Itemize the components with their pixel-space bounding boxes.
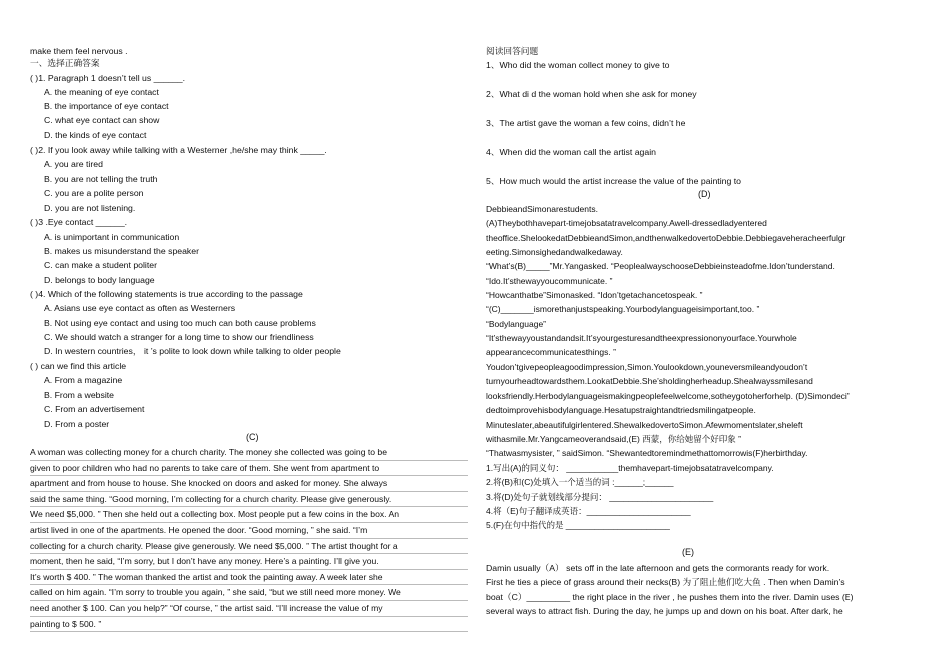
- option: A. From a magazine: [44, 375, 123, 385]
- story-line: dedtoimprovehisbodylanguage.Hesatupstraightandtriedsmilingatpeople.: [486, 405, 756, 415]
- option: A. Asians use eye contact as often as Westerners: [44, 303, 236, 313]
- option: C. can make a student politer: [44, 260, 157, 270]
- story-line: (A)Theybothhavepart-timejobsatatravelcompany.Awell-dressedladyentered: [486, 218, 767, 228]
- story-line: looksfriendly.Herbodylanguageismakingpeoplefeelwelcome,sotheygotoherforhelp. (D)Simondeci”: [486, 391, 850, 401]
- story-line: moment, then he said, “I’m sorry, but I don’t have any money. Here’s a painting. I’ll give you.: [30, 554, 468, 570]
- question-stem: ( )4. Which of the following statements is true according to the passage: [30, 289, 303, 299]
- reading-question: 3、The artist gave the woman a few coins, didn’t he: [486, 118, 686, 128]
- story-line: said the same thing. “Good morning, I’m collecting for a church charity. Please give generously.: [30, 492, 468, 508]
- exercise-line: 1.写出(A)的同义句： ___________themhavepart-timejobsatatravelcompany.: [486, 463, 774, 473]
- story-line: “Bodylanguage”: [486, 319, 547, 329]
- story-line: A woman was collecting money for a church charity. The money she collected was going to be: [30, 445, 468, 461]
- story-line: Minuteslater,abeautifulgirlentered.ShewalkedovertoSimon.Afewmomentslater,sheleft: [486, 420, 803, 430]
- story-line: called on him again. “I’m sorry to trouble you again, ” she said, “but we still need more money. We: [30, 585, 468, 601]
- section-e-label: (E): [682, 547, 694, 557]
- option: B. From a website: [44, 390, 115, 400]
- option: D. From a poster: [44, 419, 110, 429]
- story-line: painting to $ 500. ”: [30, 617, 468, 633]
- reading-question: 1、Who did the woman collect money to give to: [486, 60, 670, 70]
- exercise-line: 4.将（E)句子翻译成英语：______________________: [486, 506, 691, 516]
- story-line: theoffice.ShelookedatDebbieandSimon,andthenwalkedovertoDebbie.Debbiegaveheracheerfulgr: [486, 233, 846, 243]
- story-line: “Ido.It’sthewayyoucommunicate. ”: [486, 276, 613, 286]
- story-line: “It’sthewayyoustandandsit.It’syourgesturesandtheexpressiononyourface.Yourwhole: [486, 333, 797, 343]
- question-stem: ( )2. If you look away while talking with a Westerner ,he/she may think _____.: [30, 145, 327, 155]
- option: D. the kinds of eye contact: [44, 130, 147, 140]
- question-stem: ( )1. Paragraph 1 doesn’t tell us ______.: [30, 73, 186, 83]
- option: D. you are not listening.: [44, 203, 136, 213]
- story-line: collecting for a church charity. Please give generously. We need $5,000. ” The artist thought for a: [30, 539, 468, 555]
- option: A. is unimportant in communication: [44, 232, 180, 242]
- question-stem: ( )3 .Eye contact ______.: [30, 217, 128, 227]
- story-line: It’s worth $ 400. ” The woman thanked the artist and took the painting away. A week later she: [30, 570, 468, 586]
- option: C. you are a polite person: [44, 188, 144, 198]
- section-d-label: (D): [698, 189, 711, 199]
- story-line: Damin usually（A） sets off in the late afternoon and gets the cormorants ready for work.: [486, 563, 830, 573]
- section-title: 一、选择正确答案: [30, 58, 100, 68]
- story-line: “Thatwasmysister, ” saidSimon. “Shewantedtoremindmethattomorrowis(F)herbirthday.: [486, 448, 808, 458]
- option: D. In western countries， it ’s polite to look down while talking to older people: [44, 346, 341, 356]
- question-stem: ( ) can we find this article: [30, 361, 127, 371]
- story-line: apartment and from house to house. She knocked on doors and asked for money. She always: [30, 476, 468, 492]
- story-line: “What’s(B)_____”Mr.Yangasked. “PeoplealwayschooseDebbieinsteadofme.Idon’tunderstand.: [486, 261, 835, 271]
- exercise-line: 3.将(D)处句子就划线部分提问： ______________________: [486, 492, 714, 502]
- option: A. the meaning of eye contact: [44, 87, 159, 97]
- story-line: appearancecommunicatesthings. ”: [486, 347, 616, 357]
- story-line: turnyourheadtowardsthem.LookatDebbie.She’sholdingherheadup.Shealwayssmilesand: [486, 376, 813, 386]
- story-line: artist lived in one of the apartments. He opened the door. “Good morning, ” she said. “I’m: [30, 523, 468, 539]
- story-line: Youdon’tgivepeopleagoodimpression,Simon.Youlookdown,youneversmileandyoudon’t: [486, 362, 808, 372]
- option: B. makes us misunderstand the speaker: [44, 246, 200, 256]
- option: B. the importance of eye contact: [44, 101, 169, 111]
- section-c-label: (C): [246, 432, 259, 442]
- story-line: First he ties a piece of grass around their necks(B) 为了阻止他们吃大鱼 . Then when Damin’s: [486, 577, 845, 587]
- exercise-line: 5.(F)在句中指代的是 ______________________: [486, 520, 670, 530]
- reading-question: 4、When did the woman call the artist again: [486, 147, 656, 157]
- story-line: eeting.Simonsighedandwalkedaway.: [486, 247, 623, 257]
- story-line: “Howcanthatbe”Simonasked. “Idon’tgetachancetospeak. ”: [486, 290, 703, 300]
- story-line: given to poor children who had no parents to take care of them. She went from apartment to: [30, 461, 468, 477]
- story-line: withasmile.Mr.Yangcameoverandsaid,(E) 西蒙，你给她留个好印象 ”: [486, 434, 741, 444]
- reading-title: 阅读回答问题: [486, 46, 539, 56]
- option: A. you are tired: [44, 159, 103, 169]
- exercise-line: 2.将(B)和(C)处填入一个适当的词 :______;______: [486, 477, 674, 487]
- story-line: boat（C）_________ the right place in the river , he pushes them into the river. Damin uses (E): [486, 592, 854, 602]
- option: C. From an advertisement: [44, 404, 145, 414]
- intro-line: make them feel nervous .: [30, 46, 128, 56]
- reading-question: 5、How much would the artist increase the value of the painting to: [486, 176, 741, 186]
- story-line: DebbieandSimonarestudents.: [486, 204, 598, 214]
- story-line: need another $ 100. Can you help?” “Of course, ” the artist said. “I’ll increase the value of my: [30, 601, 468, 617]
- option: C. what eye contact can show: [44, 115, 160, 125]
- reading-question: 2、What di d the woman hold when she ask for money: [486, 89, 697, 99]
- option: D. belongs to body language: [44, 275, 155, 285]
- story-line: several ways to attract fish. During the day, he jumps up and down on his boat. After dark, he: [486, 606, 843, 616]
- option: B. Not using eye contact and using too much can both cause problems: [44, 318, 316, 328]
- story-line: We need $5,000. ” Then she held out a collecting box. Most people put a few coins in the box. An: [30, 507, 468, 523]
- story-c: [30, 445, 468, 632]
- option: B. you are not telling the truth: [44, 174, 158, 184]
- option: C. We should watch a stranger for a long time to show our friendliness: [44, 332, 314, 342]
- story-line: “(C)_______ismorethanjustspeaking.Yourbodylanguageisimportant,too. ”: [486, 304, 760, 314]
